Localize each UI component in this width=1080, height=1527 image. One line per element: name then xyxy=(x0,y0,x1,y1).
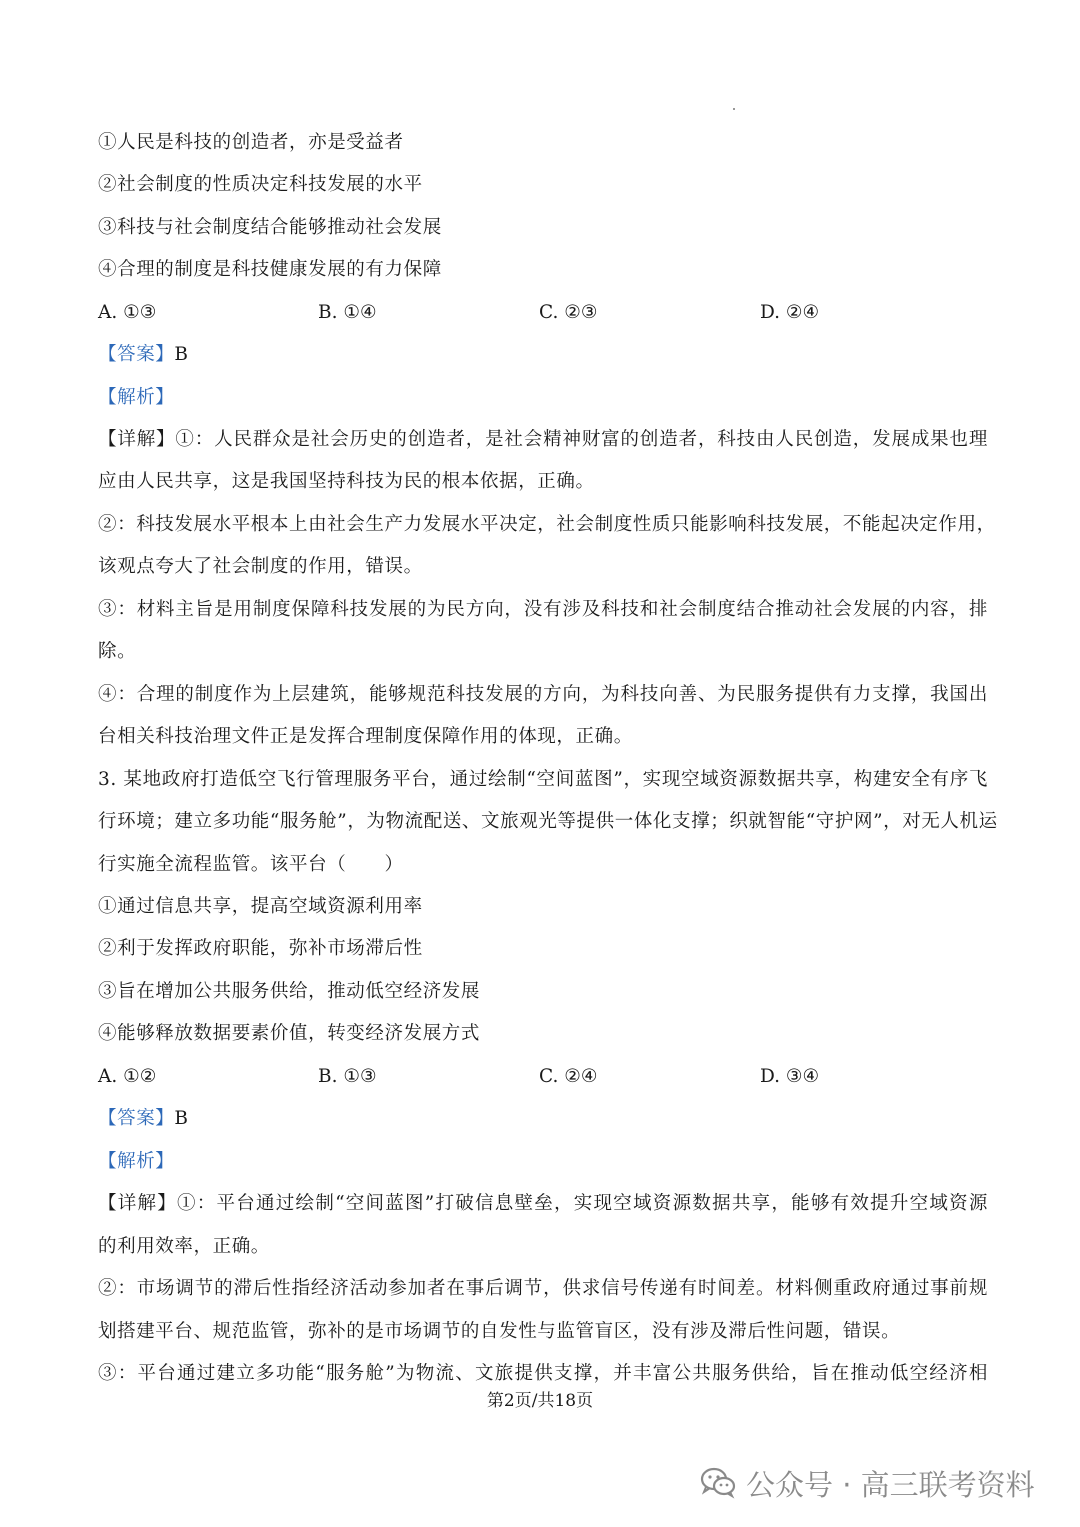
watermark-text: 公众号 · 高三联考资料 xyxy=(746,1467,1035,1502)
q3-statement-1: ①通过信息共享，提高空域资源利用率 xyxy=(98,896,423,917)
q3-detail-line-2: 的利用效率，正确。 xyxy=(98,1236,270,1257)
q3-answer xyxy=(98,1107,988,1131)
q3-option-d: D. ③④ xyxy=(760,1066,820,1087)
q2-detail-line-1 xyxy=(98,428,988,452)
answer-tag: 【答案】 xyxy=(98,1108,175,1129)
analysis-tag: 【解析】 xyxy=(98,387,175,408)
q3-stem-line-1: 3. 某地政府打造低空飞行管理服务平台，通过绘制“空间蓝图”，实现空域资源数据共享，构建安全有序飞 xyxy=(98,769,988,790)
q2-detail-line-7: ④：合理的制度作为上层建筑，能够规范科技发展的方向，为科技向善、为民服务提供有力支撑，我国出 xyxy=(98,684,988,705)
q2-option-a: A. ①③ xyxy=(98,302,157,323)
q3-detail-line-3: ②：市场调节的滞后性指经济活动参加者在事后调节，供求信号传递有时间差。材料侧重政府通过事前规 xyxy=(98,1278,988,1299)
q2-detail-line-4: 该观点夸大了社会制度的作用，错误。 xyxy=(98,556,423,577)
q3-statement-4: ④能够释放数据要素价值，转变经济发展方式 xyxy=(98,1023,481,1044)
q3-detail-line-5: ③：平台通过建立多功能“服务舱”为物流、文旅提供支撑，并丰富公共服务供给，旨在推动低空经济相 xyxy=(98,1363,988,1384)
q2-answer xyxy=(98,343,988,367)
q3-statement-3: ③旨在增加公共服务供给，推动低空经济发展 xyxy=(98,981,481,1002)
q3-option-a: A. ①② xyxy=(98,1066,157,1087)
q2-option-b: B. ①④ xyxy=(318,302,377,323)
answer-value: B xyxy=(174,344,189,365)
q3-detail-line-4: 划搭建平台、规范监管，弥补的是市场调节的自发性与监管盲区，没有涉及滞后性问题，错误。 xyxy=(98,1321,901,1342)
q2-statement-1: ①人民是科技的创造者，亦是受益者 xyxy=(98,132,404,153)
q2-statement-2: ②社会制度的性质决定科技发展的水平 xyxy=(98,174,423,195)
q2-statement-4: ④合理的制度是科技健康发展的有力保障 xyxy=(98,259,442,280)
answer-tag: 【答案】 xyxy=(98,344,175,365)
answer-value: B xyxy=(174,1108,189,1129)
q2-statement-3: ③科技与社会制度结合能够推动社会发展 xyxy=(98,217,442,238)
q3-detail-line-1 xyxy=(98,1192,988,1216)
detail-tag: 【详解】 xyxy=(98,1193,178,1214)
q3-analysis-heading xyxy=(98,1150,988,1174)
q2-detail-line-3: ②：科技发展水平根本上由社会生产力发展水平决定，社会制度性质只能影响科技发展，不能起决定作用， xyxy=(98,514,996,535)
q2-detail-line-2: 应由人民共享，这是我国坚持科技为民的根本依据，正确。 xyxy=(98,471,595,492)
q3-option-c: C. ②④ xyxy=(539,1066,598,1087)
q3-statement-2: ②利于发挥政府职能，弥补市场滞后性 xyxy=(98,938,423,959)
q2-detail-line-5: ③：材料主旨是用制度保障科技发展的为民方向，没有涉及科技和社会制度结合推动社会发展的内容，排 xyxy=(98,599,988,620)
q3-option-b: B. ①③ xyxy=(318,1066,377,1087)
detail-text: ①：平台通过绘制“空间蓝图”打破信息壁垒，实现空域资源数据共享，能够有效提升空域资源 xyxy=(177,1193,988,1214)
detail-text: ①：人民群众是社会历史的创造者，是社会精神财富的创造者，科技由人民创造，发展成果也理 xyxy=(175,429,988,450)
q3-stem-line-3: 行实施全流程监管。该平台（ ） xyxy=(98,854,404,875)
q2-option-c: C. ②③ xyxy=(539,302,598,323)
q2-detail-line-8: 台相关科技治理文件正是发挥合理制度保障作用的体现，正确。 xyxy=(98,726,633,747)
watermark xyxy=(700,1463,1035,1503)
detail-tag: 【详解】 xyxy=(98,429,176,450)
stray-dot xyxy=(733,108,735,110)
q2-option-d: D. ②④ xyxy=(760,302,820,323)
q3-stem-line-2: 行环境；建立多功能“服务舱”，为物流配送、文旅观光等提供一体化支撑；织就智能“守护网”，对无人机运 xyxy=(98,811,998,832)
q2-analysis-heading xyxy=(98,386,988,410)
page-footer: 第2页/共18页 xyxy=(486,1391,594,1411)
q2-detail-line-6: 除。 xyxy=(98,641,137,662)
wechat-icon xyxy=(700,1467,736,1499)
analysis-tag: 【解析】 xyxy=(98,1151,175,1172)
